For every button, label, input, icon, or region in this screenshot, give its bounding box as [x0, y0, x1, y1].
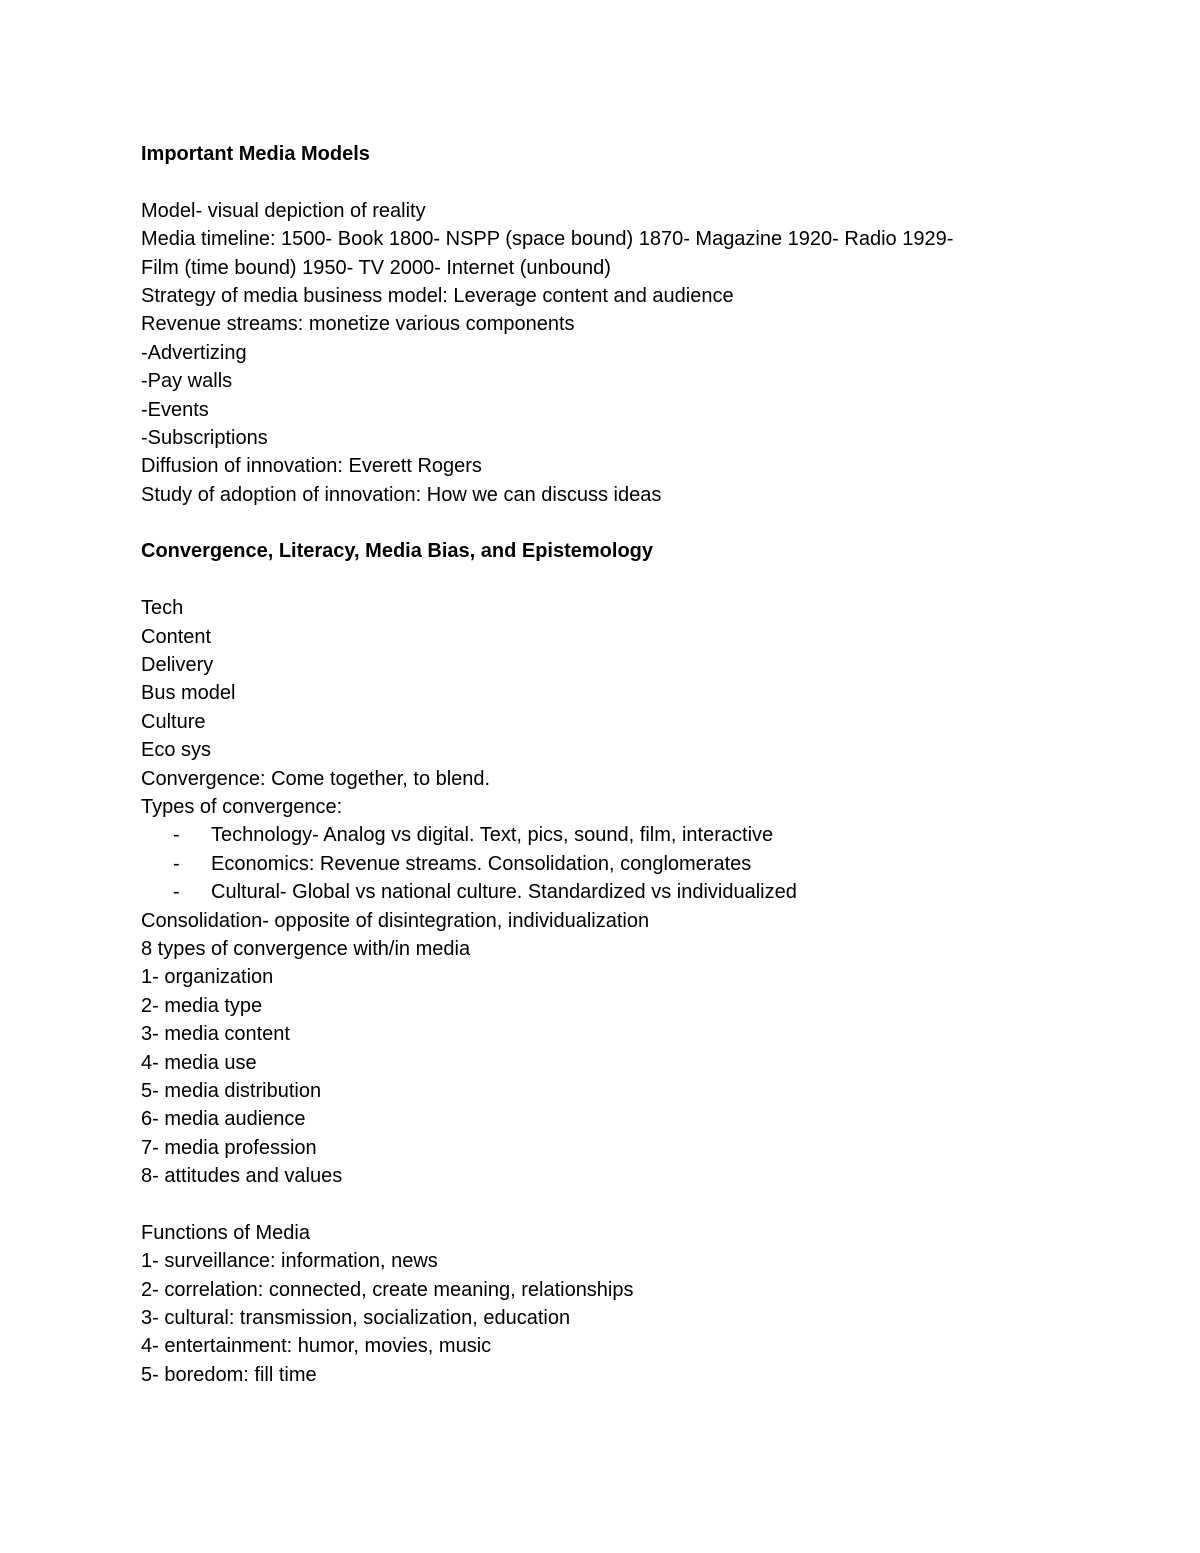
bullet-item [141, 821, 1041, 849]
list-item: 6- media audience [141, 1108, 306, 1131]
text-line: -Subscriptions [141, 426, 268, 449]
text-line: Convergence: Come together, to blend. [141, 767, 491, 790]
list-item: 1- surveillance: information, news [141, 1250, 438, 1273]
text-line: Delivery [141, 654, 214, 677]
bullet-item [141, 850, 1041, 878]
text-line: Diffusion of innovation: Everett Rogers [141, 455, 482, 478]
list-item: 4- media use [141, 1051, 257, 1074]
bullet-item [141, 878, 1041, 906]
text-line: Revenue streams: monetize various components [141, 313, 575, 336]
text-line: 8 types of convergence with/in media [141, 937, 471, 960]
list-item: 1- organization [141, 966, 274, 989]
list-item: 2- media type [141, 994, 263, 1017]
text-line: -Advertizing [141, 341, 247, 364]
text-line: Culture [141, 710, 206, 733]
list-item: 5- media distribution [141, 1079, 322, 1102]
document-page [141, 140, 1041, 1389]
section-title-functions: Functions of Media [141, 1221, 310, 1244]
list-item: 2- correlation: connected, create meaning, relationships [141, 1278, 634, 1301]
section-heading-convergence: Convergence, Literacy, Media Bias, and Epistemology [141, 540, 654, 563]
blank-line [141, 1190, 1041, 1218]
bullet-text: Technology- Analog vs digital. Text, pics, sound, film, interactive [211, 824, 774, 847]
text-line: Film (time bound) 1950- TV 2000- Internet (unbound) [141, 256, 611, 279]
text-line: Media timeline: 1500- Book 1800- NSPP (space bound) 1870- Magazine 1920- Radio 1929- [141, 228, 954, 251]
text-line: Content [141, 625, 212, 648]
section-heading-media-models: Important Media Models [141, 143, 370, 165]
text-line: -Pay walls [141, 370, 233, 393]
bullet-text: Economics: Revenue streams. Consolidation, conglomerates [211, 852, 752, 875]
text-line: -Events [141, 398, 209, 421]
text-line: Eco sys [141, 739, 212, 762]
list-item: 5- boredom: fill time [141, 1363, 317, 1386]
blank-line [141, 566, 1041, 594]
text-line: Study of adoption of innovation: How we can discuss ideas [141, 483, 662, 506]
text-line: Types of convergence: [141, 795, 343, 818]
text-line: Model- visual depiction of reality [141, 199, 426, 222]
bullet-marker: - [173, 852, 180, 875]
text-line: Consolidation- opposite of disintegration, individualization [141, 909, 650, 932]
bullet-text: Cultural- Global vs national culture. Standardized vs individualized [211, 881, 797, 904]
list-item: 3- cultural: transmission, socialization, education [141, 1307, 571, 1330]
text-line: Tech [141, 597, 184, 620]
bullet-marker: - [173, 881, 180, 904]
text-line: Strategy of media business model: Leverage content and audience [141, 284, 734, 307]
text-line: Bus model [141, 682, 236, 705]
list-item: 4- entertainment: humor, movies, music [141, 1335, 492, 1358]
bullet-marker: - [173, 824, 180, 847]
list-item: 3- media content [141, 1023, 290, 1046]
blank-line [141, 168, 1041, 196]
list-item: 7- media profession [141, 1136, 317, 1159]
blank-line [141, 509, 1041, 537]
list-item: 8- attitudes and values [141, 1165, 343, 1188]
